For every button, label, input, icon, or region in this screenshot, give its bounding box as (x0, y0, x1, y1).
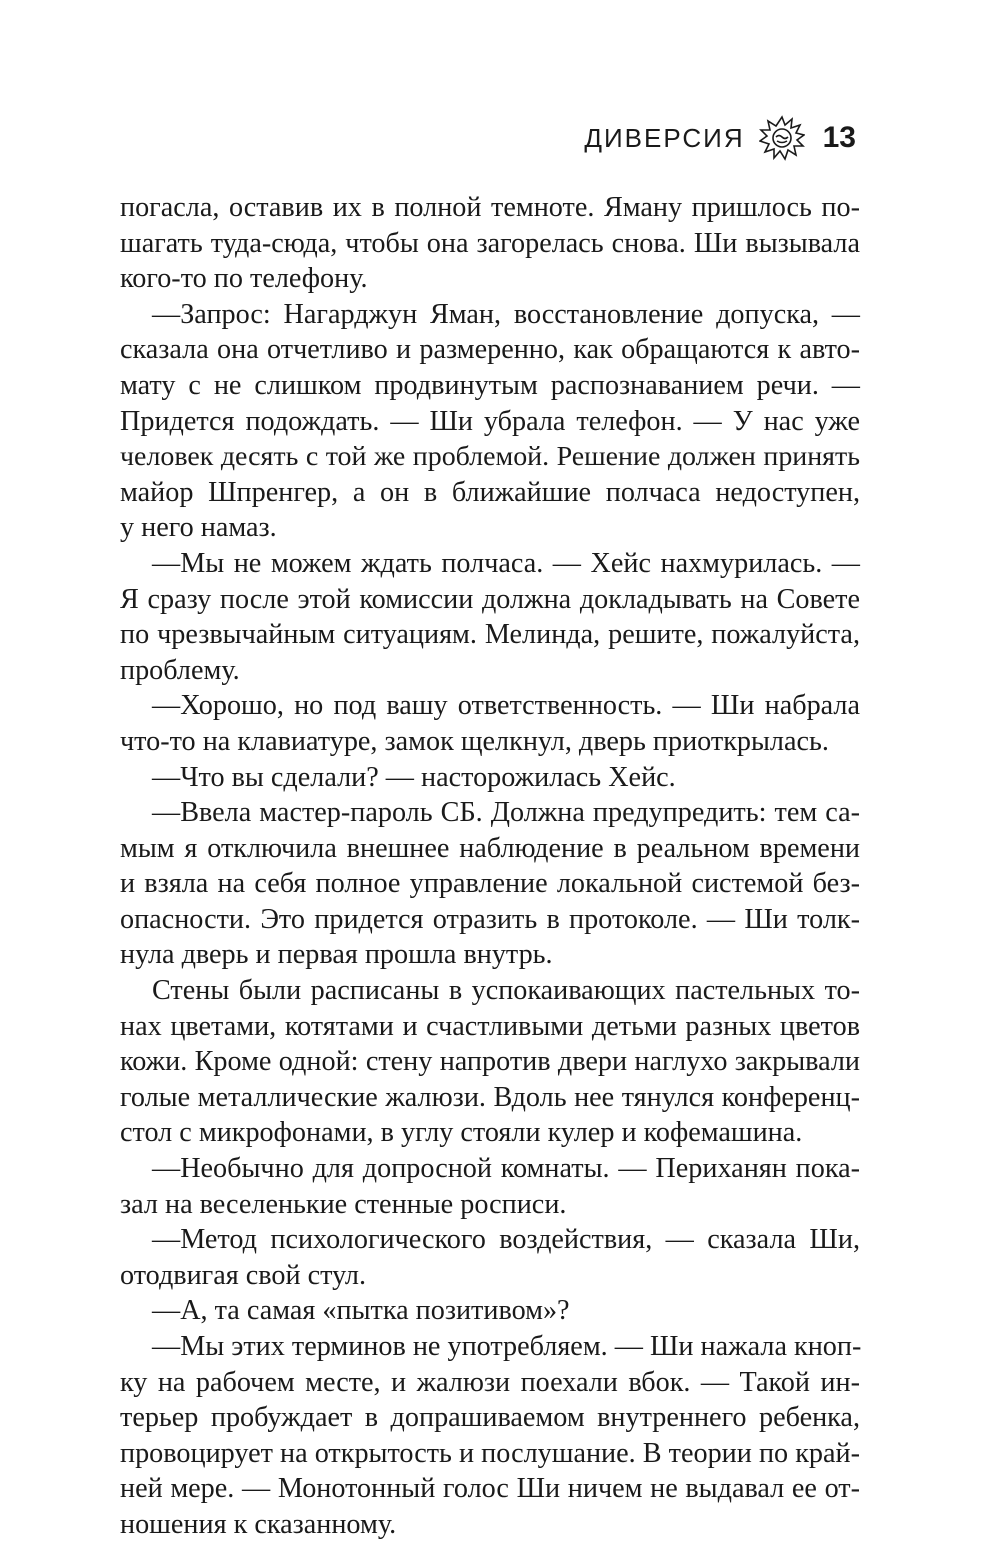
text-line: провоцирует на открытость и послушание. В теории по край- (120, 1437, 860, 1469)
text-line: погасла, оставив их в полной темноте. Яману пришлось по- (120, 192, 860, 223)
text-line: —Запрос: Нагарджун Яман, восстановление допуска, — (152, 298, 860, 330)
text-line: человек десять с той же проблемой. Решение должен принять (120, 441, 860, 473)
text-line: —Мы не можем ждать полчаса. — Хейс нахмурилась. — (152, 547, 860, 579)
text-line: нах цветами, котятами и счастливыми детьми разных цветов (120, 1010, 860, 1042)
text-line: опасности. Это придется отразить в протоколе. — Ши толк- (120, 903, 860, 935)
running-head (584, 116, 856, 160)
text-line: зал на веселенькие стенные росписи. (120, 1188, 567, 1220)
running-head-title: ДИВЕРСИЯ (584, 122, 745, 153)
text-line: —А, та самая «пытка позитивом»? (152, 1295, 570, 1327)
text-line: —Мы этих терминов не употребляем. — Ши нажала кноп- (152, 1331, 862, 1362)
text-line: у него намаз. (120, 512, 277, 544)
text-line: отодвигая свой стул. (120, 1259, 367, 1291)
text-line: сказала она отчетливо и размеренно, как обращаются к авто- (120, 334, 860, 366)
page-number: 13 (822, 121, 856, 154)
text-line: Я сразу после этой комиссии должна докладывать на Совете (120, 583, 860, 615)
text-line: кожи. Кроме одной: стену напротив двери наглухо закрывали (120, 1046, 860, 1078)
text-line: —Метод психологического воздействия, — сказала Ши, (152, 1224, 860, 1256)
text-line: —Ввела мастер-пароль СБ. Должна предупредить: тем са- (152, 797, 860, 829)
text-line: кого-то по телефону. (120, 263, 368, 295)
text-line: Стены были расписаны в успокаивающих пастельных то- (152, 975, 860, 1007)
text-line: терьер пробуждает в допрашиваемом внутреннего ребенка, (120, 1402, 860, 1434)
text-line: —Что вы сделали? — насторожилась Хейс. (152, 761, 676, 793)
text-line: ней мере. — Монотонный голос Ши ничем не выдавал ее от- (120, 1473, 860, 1505)
text-line: стол с микрофонами, в углу стояли кулер и кофемашина. (120, 1117, 803, 1149)
text-line: —Хорошо, но под вашу ответственность. — Ши набрала (152, 690, 860, 722)
text-line: ку на рабочем месте, и жалюзи поехали вбок. — Такой ин- (120, 1366, 860, 1398)
text-line: шагать туда-сюда, чтобы она загорелась снова. Ши вызывала (120, 227, 860, 259)
text-line: —Необычно для допросной комнаты. — Периханян пока- (152, 1153, 860, 1185)
text-line: Придется подождать. — Ши убрала телефон. — У нас уже (120, 405, 860, 437)
text-line: ношения к сказанному. (120, 1508, 397, 1540)
text-line: что-то на клавиатуре, замок щелкнул, дверь приоткрылась. (120, 725, 829, 757)
text-line: голые металлические жалюзи. Вдоль нее тянулся конференц- (120, 1081, 860, 1113)
text-line: мым я отключила внешнее наблюдение в реальном времени (120, 832, 860, 864)
text-line: и взяла на себя полное управление локальной системой без- (120, 868, 860, 900)
sun-emblem-icon (759, 115, 805, 161)
text-line: проблему. (120, 654, 240, 686)
text-line: по чрезвычайным ситуациям. Мелинда, решите, пожалуйста, (120, 619, 860, 651)
text-line: майор Шпренгер, а он в ближайшие полчаса недоступен, (120, 476, 860, 508)
text-line: нула дверь и первая прошла внутрь. (120, 939, 553, 971)
text-line: мату с не слишком продвинутым распознаванием речи. — (120, 369, 860, 401)
body-text (120, 190, 860, 1543)
